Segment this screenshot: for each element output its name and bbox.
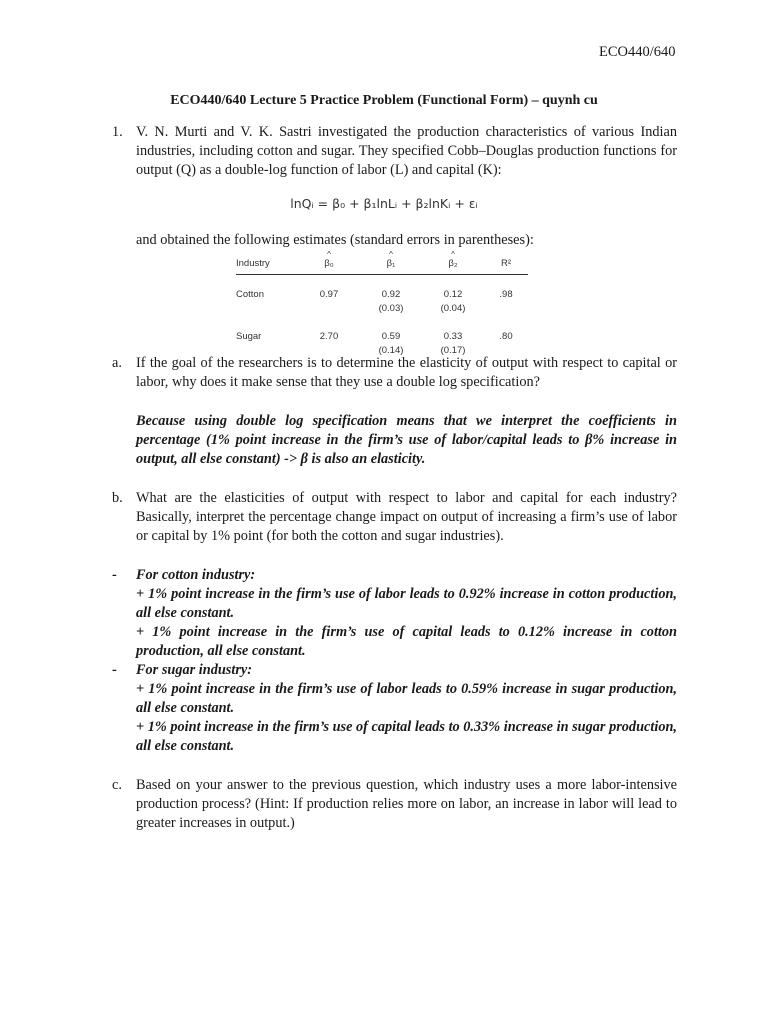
b1-cell: 0.59 [381,331,401,342]
estimates-table [236,258,528,359]
table-row [236,289,528,303]
header-r2: R² [484,258,528,275]
industry-cell: Sugar [236,331,262,342]
part-a-answer: Because using double log specification means that we interpret the coefficients in percentage (1% point increase in the firm’s use of labor/capital leads to β% increase in output, all else constant) -> β is also an elasticity. [136,413,677,467]
cotton-capital-answer: + 1% point increase in the firm’s use of capital leads to 0.12% increase in cotton production, all else constant. [136,624,677,659]
document-title: ECO440/640 Lecture 5 Practice Problem (Functional Form) – quynh cu [170,93,598,108]
r2-cell: .80 [499,331,513,342]
part-b-question: What are the elasticities of output with respect to labor and capital for each industry? Basically, interpret the percentage change impact on output of increasing a firm’s use of labor or capital by 1% point (for both the cotton and sugar industries). [136,490,677,544]
b1-se-cell: (0.14) [378,345,404,356]
industry-cell: Cotton [236,289,264,300]
table-header-row [236,258,528,275]
sugar-heading: For sugar industry: [136,662,253,678]
sugar-capital-answer: + 1% point increase in the firm’s use of capital leads to 0.33% increase in sugar production, all else constant. [136,719,677,754]
bullet-dash: - [112,662,117,678]
cotton-heading: For cotton industry: [136,567,256,583]
b2-cell: 0.33 [443,331,463,342]
cotton-labor-answer: + 1% point increase in the firm’s use of labor leads to 0.92% increase in cotton production, all else constant. [136,586,677,621]
b2-se-cell: (0.17) [440,345,466,356]
table-row-se [236,303,528,317]
b1-se-cell: (0.03) [378,303,404,314]
b2-se-cell: (0.04) [440,303,466,314]
header-beta1: ^ β₁ [360,258,422,275]
b1-cell: 0.92 [381,289,401,300]
problem-number: 1. [112,124,123,140]
table-row [236,331,528,345]
course-code-header: ECO440/640 [599,44,676,60]
r2-cell: .98 [499,289,513,300]
b2-cell: 0.12 [443,289,463,300]
estimates-intro: and obtained the following estimates (standard errors in parentheses): [136,232,534,248]
header-beta0: ^ β₀ [298,258,360,275]
header-industry: Industry [236,258,298,275]
problem-text: V. N. Murti and V. K. Sastri investigated the production characteristics of various Indian industries, including cotton and sugar. They specified Cobb–Douglas production functions for output (Q) as a double-log function of labor (L) and capital (K): [136,124,677,178]
part-c-question: Based on your answer to the previous question, which industry uses a more labor-intensive production process? (Hint: If production relies more on labor, an increase in labor will lead to greater increases in output.) [136,777,677,831]
part-c-label: c. [112,777,122,793]
part-b-label: b. [112,490,123,506]
regression-equation: lnQᵢ = β₀ + β₁lnLᵢ + β₂lnKᵢ + εᵢ [290,196,478,211]
part-a-label: a. [112,355,122,371]
b0-cell: 2.70 [319,331,339,342]
part-a-question: If the goal of the researchers is to determine the elasticity of output with respect to capital or labor, why does it make sense that they use a double log specification? [136,355,677,390]
bullet-dash: - [112,567,117,583]
b0-cell: 0.97 [319,289,339,300]
header-beta2: ^ β₂ [422,258,484,275]
sugar-labor-answer: + 1% point increase in the firm’s use of labor leads to 0.59% increase in sugar production, all else constant. [136,681,677,716]
